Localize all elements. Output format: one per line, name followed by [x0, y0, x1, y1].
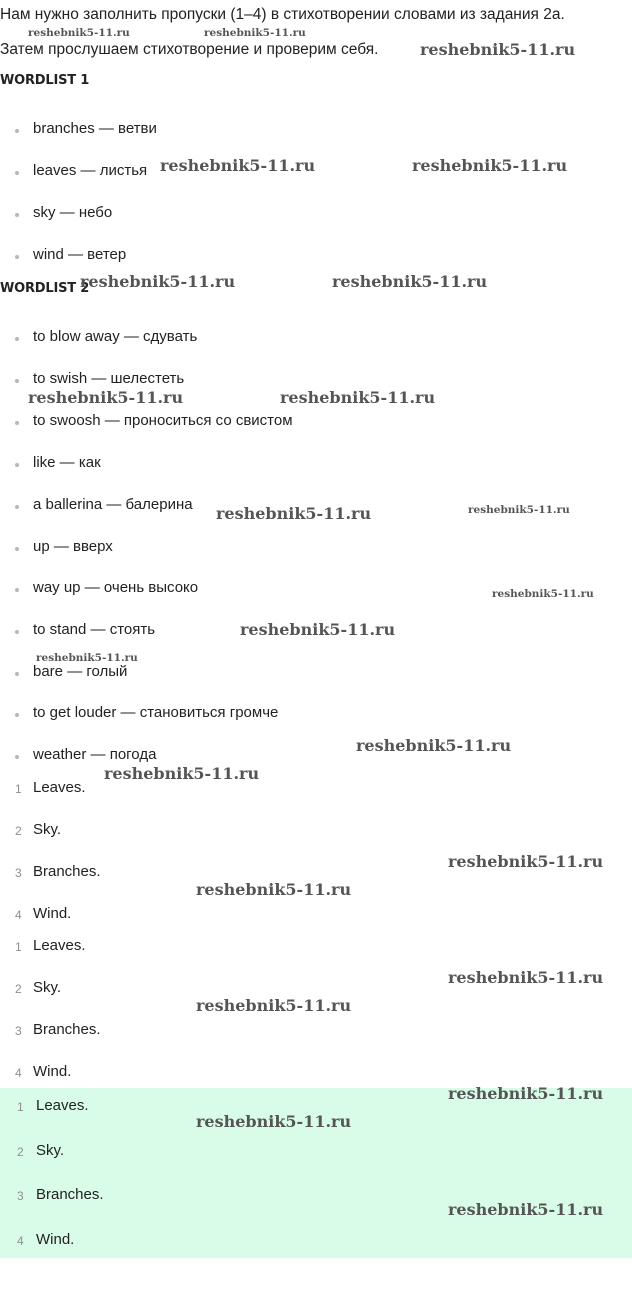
- watermark: reshebnik5-11.ru: [28, 388, 184, 407]
- watermark: reshebnik5-11.ru: [204, 27, 306, 39]
- watermark: reshebnik5-11.ru: [448, 1200, 604, 1219]
- wordlist-2-heading: WORDLIST 2: [0, 281, 90, 296]
- list-item: like — как: [0, 445, 600, 487]
- numbered-item: 1 Leaves.: [15, 779, 86, 796]
- watermark: reshebnik5-11.ru: [160, 156, 316, 175]
- watermark: reshebnik5-11.ru: [216, 504, 372, 523]
- list-item: to blow away — сдувать: [0, 319, 600, 361]
- numbered-item: 2 Sky.: [15, 979, 62, 996]
- list-item: to get louder — становиться громче: [0, 695, 600, 737]
- bullet-icon: [15, 463, 19, 467]
- answer-item: 4 Wind.: [17, 1231, 75, 1248]
- watermark: reshebnik5-11.ru: [448, 1084, 604, 1103]
- list-item: a ballerina — балерина: [0, 487, 600, 529]
- watermark: reshebnik5-11.ru: [280, 388, 436, 407]
- watermark: reshebnik5-11.ru: [468, 504, 570, 516]
- bullet-icon: [15, 171, 19, 175]
- list-item: wind — ветер: [0, 237, 600, 279]
- bullet-icon: [15, 337, 19, 341]
- bullet-icon: [15, 129, 19, 133]
- list-item: to swoosh — проноситься со свистом: [0, 403, 600, 445]
- intro-line-2: Затем прослушаем стихотворение и проверим себя.: [0, 41, 379, 58]
- watermark: reshebnik5-11.ru: [104, 764, 260, 783]
- watermark: reshebnik5-11.ru: [332, 272, 488, 291]
- numbered-item: 1 Leaves.: [15, 937, 86, 954]
- list-item: sky — небо: [0, 195, 600, 237]
- list-item: branches — ветви: [0, 111, 600, 153]
- watermark: reshebnik5-11.ru: [492, 588, 594, 600]
- list-item: bare — голый: [0, 654, 600, 696]
- numbered-item: 3 Branches.: [15, 863, 101, 880]
- watermark: reshebnik5-11.ru: [196, 996, 352, 1015]
- bullet-icon: [15, 505, 19, 509]
- watermark: reshebnik5-11.ru: [420, 40, 576, 59]
- watermark: reshebnik5-11.ru: [448, 852, 604, 871]
- bullet-icon: [15, 755, 19, 759]
- watermark: reshebnik5-11.ru: [240, 620, 396, 639]
- watermark: reshebnik5-11.ru: [28, 27, 130, 39]
- bullet-icon: [15, 547, 19, 551]
- watermark: reshebnik5-11.ru: [356, 736, 512, 755]
- watermark: reshebnik5-11.ru: [196, 880, 352, 899]
- answer-item: 3 Branches.: [17, 1186, 104, 1203]
- numbered-item: 2 Sky.: [15, 821, 62, 838]
- answer-item: 1 Leaves.: [17, 1097, 89, 1114]
- wordlist-1-heading: WORDLIST 1: [0, 73, 90, 88]
- list-item: leaves — листья: [0, 153, 600, 195]
- watermark: reshebnik5-11.ru: [448, 968, 604, 987]
- intro-line-1: Нам нужно заполнить пропуски (1–4) в стихотворении словами из задания 2a.: [0, 6, 565, 23]
- numbered-item: 3 Branches.: [15, 1021, 101, 1038]
- answer-item: 2 Sky.: [17, 1142, 65, 1159]
- watermark: reshebnik5-11.ru: [412, 156, 568, 175]
- bullet-icon: [15, 213, 19, 217]
- bullet-icon: [15, 379, 19, 383]
- watermark: reshebnik5-11.ru: [36, 652, 138, 664]
- list-item: way up — очень высоко: [0, 570, 600, 612]
- bullet-icon: [15, 713, 19, 717]
- list-item: to swish — шелестеть: [0, 361, 600, 403]
- list-item: weather — погода: [0, 737, 600, 779]
- watermark: reshebnik5-11.ru: [80, 272, 236, 291]
- numbered-item: 4 Wind.: [15, 905, 72, 922]
- list-item: to stand — стоять: [0, 612, 600, 654]
- watermark: reshebnik5-11.ru: [196, 1112, 352, 1131]
- numbered-item: 4 Wind.: [15, 1063, 72, 1080]
- bullet-icon: [15, 421, 19, 425]
- list-item: up — вверх: [0, 529, 600, 571]
- bullet-icon: [15, 588, 19, 592]
- bullet-icon: [15, 255, 19, 259]
- bullet-icon: [15, 672, 19, 676]
- bullet-icon: [15, 630, 19, 634]
